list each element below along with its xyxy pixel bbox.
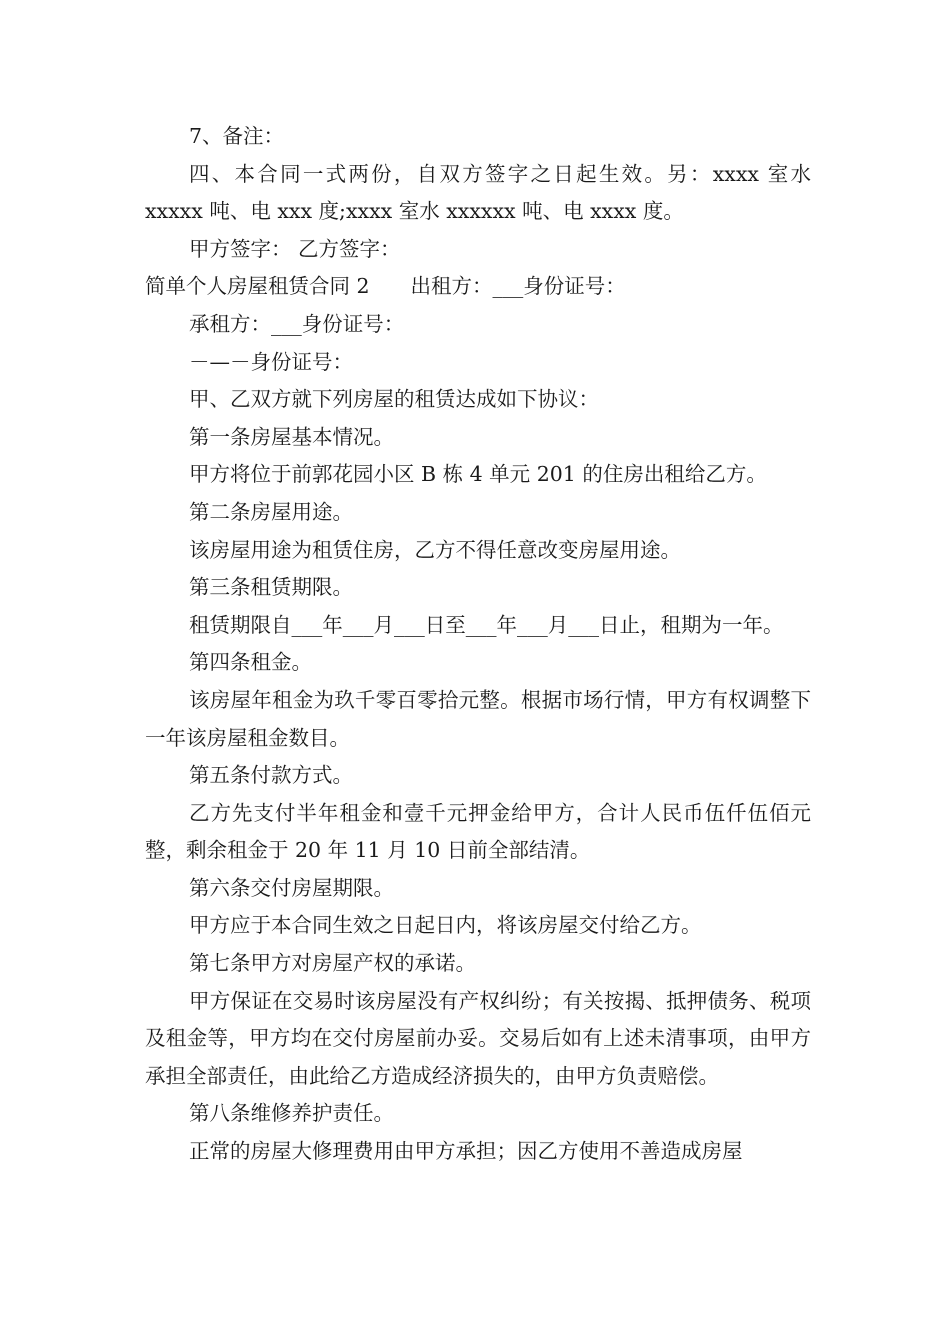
lessee-line: 承租方：___身份证号：	[189, 311, 405, 336]
article-6-body: 甲方应于本合同生效之日起日内，将该房屋交付给乙方。	[189, 913, 702, 938]
article-4-body: 该房屋年租金为玖千零百零拾元整。根据市场行情，甲方有权调整下一年该房屋租金数目。	[145, 687, 811, 750]
article-7-body: 甲方保证在交易时该房屋没有产权纠纷；有关按揭、抵押债务、税项及租金等，甲方均在交付房屋前办妥。交易后如有上述未清事项，由甲方承担全部责任，由此给乙方造成经济损失的，由甲方负责赔偿。	[145, 988, 811, 1088]
article-2-body: 该房屋用途为租赁住房，乙方不得任意改变房屋用途。	[189, 537, 681, 562]
contract-title-lessor-line: 简单个人房屋租赁合同 2 出租方：___身份证号：	[145, 274, 626, 299]
agreement-intro: 甲、乙双方就下列房屋的租赁达成如下协议：	[189, 387, 599, 412]
article-6-heading: 第六条交付房屋期限。	[189, 875, 394, 900]
signature-line: 甲方签字： 乙方签字：	[189, 236, 401, 261]
id-number-line: －—－身份证号：	[189, 349, 353, 374]
article-3-body: 租赁期限自___年___月___日至___年___月___日止，租期为一年。	[189, 612, 784, 637]
document-body	[145, 118, 811, 1171]
article-4-heading: 第四条租金。	[189, 650, 312, 675]
article-8-body: 正常的房屋大修理费用由甲方承担；因乙方使用不善造成房屋	[189, 1139, 743, 1164]
article-5-heading: 第五条付款方式。	[189, 763, 353, 788]
article-7-heading: 第七条甲方对房屋产权的承诺。	[189, 951, 476, 976]
article-8-heading: 第八条维修养护责任。	[189, 1101, 394, 1126]
article-3-heading: 第三条租赁期限。	[189, 575, 353, 600]
article-2-heading: 第二条房屋用途。	[189, 499, 353, 524]
article-1-body: 甲方将位于前郭花园小区 B 栋 4 单元 201 的住房出租给乙方。	[189, 462, 767, 487]
paragraph-remarks: 7、备注：	[189, 124, 285, 148]
paragraph-effective-clause: 四、本合同一式两份，自双方签字之日起生效。另：xxxx 室水 xxxxx 吨、电 xxx 度;xxxx 室水 xxxxxx 吨、电 xxxx 度。	[145, 161, 811, 224]
article-5-body: 乙方先支付半年租金和壹千元押金给甲方，合计人民币伍仟伍佰元整，剩余租金于 20 年 11 月 10 日前全部结清。	[145, 800, 811, 863]
article-1-heading: 第一条房屋基本情况。	[189, 424, 394, 449]
